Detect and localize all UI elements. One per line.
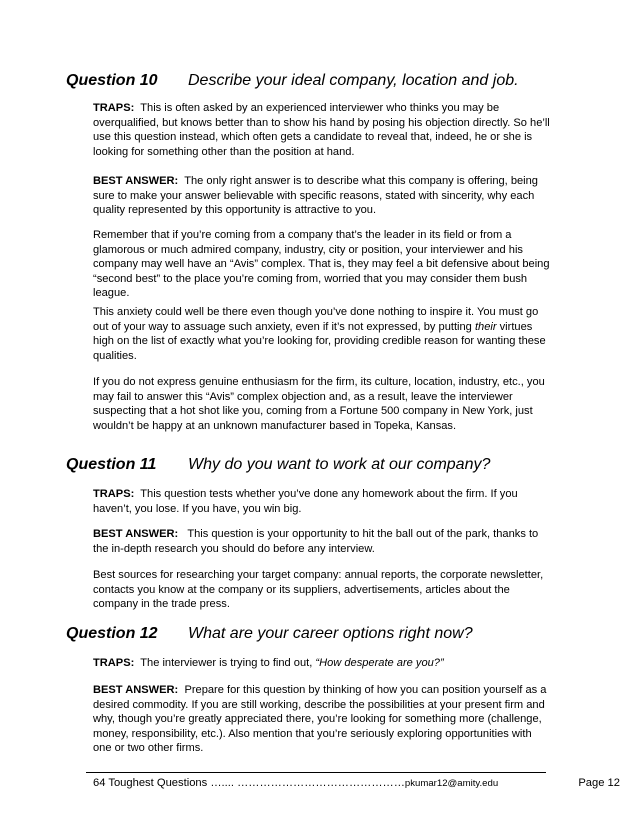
body-paragraph: Remember that if you’re coming from a company that’s the leader in its field or from a glamorous or much admired company, industry, city or position, your interviewer and his company may well have an “Avis” complex. That is, they may feel a bit defensive about being “second best” to the place you’re coming from, worried that you may consider them bush league.	[93, 229, 550, 299]
best-answer-label: BEST ANSWER:	[93, 175, 179, 187]
traps-paragraph: TRAPS: The interviewer is trying to find out, “How desperate are you?”	[93, 657, 444, 669]
footer-email: pkumar12@amity.edu	[404, 778, 499, 789]
question-number: Question 10	[66, 72, 158, 89]
traps-text: This question tests whether you’ve done any homework about the firm. If you haven’t, you lose. If you have, you win big.	[93, 488, 518, 515]
footer-divider	[86, 772, 546, 773]
best-answer-label: BEST ANSWER:	[93, 528, 179, 540]
best-answer-text: This question is your opportunity to hit the ball out of the park, thanks to the in-depth research you should do before any interview.	[93, 528, 539, 555]
question-10-heading	[66, 72, 519, 90]
traps-label: TRAPS:	[93, 488, 135, 500]
traps-label: TRAPS:	[93, 657, 135, 669]
best-answer-paragraph	[93, 174, 551, 218]
traps-paragraph	[93, 101, 551, 159]
question-title: Why do you want to work at our company?	[188, 456, 491, 473]
body-paragraph: This anxiety could well be there even though you’ve done nothing to inspire it. You must go out of your way to assuage such anxiety, even if it’s not expressed, by putting their virtues high on the list of exactly what you’re looking for, providing credible reason for wanting these qualities.	[93, 306, 546, 362]
question-title: What are your career options right now?	[188, 625, 473, 642]
traps-text: This is often asked by an experienced interviewer who thinks you may be overqualified, but knows better than to show his hand by posing his objection directly. So he’ll use this question instead, which often gets a candidate to reveal that, indeed, he or she is looking for something other than the position at hand.	[93, 102, 550, 158]
traps-paragraph	[93, 487, 551, 516]
best-answer-paragraph	[93, 683, 551, 756]
question-title: Describe your ideal company, location and job.	[188, 72, 519, 89]
question-12-heading	[66, 625, 473, 643]
page-number: Page 12	[578, 777, 620, 789]
best-answer-text: Prepare for this question by thinking of how you can position yourself as a desired commodity. If you are still working, describe the possibilities at your present firm and why, though you’re greatly appreciated there, you’re looking for something more (challenge, money, responsibility, etc.). Also mention that you’re seriously exploring opportunities with one or two other firms.	[93, 684, 547, 754]
body-paragraph: If you do not express genuine enthusiasm for the firm, its culture, location, industry, etc., you may fail to answer this “Avis” complex objection and, as a result, leave the interviewer suspecting that a hot shot like you, coming from a Fortune 500 company in New York, just wouldn’t be happy at an unknown manufacturer based in Topeka, Kansas.	[93, 376, 545, 432]
question-11-heading	[66, 456, 490, 474]
best-answer-text: The only right answer is to describe what this company is offering, being sure to make your answer believable with specific reasons, stated with sincerity, why each quality represented by this opportunity is attractive to you.	[93, 175, 538, 216]
traps-label: TRAPS:	[93, 102, 135, 114]
best-answer-label: BEST ANSWER:	[93, 684, 179, 696]
best-answer-paragraph	[93, 527, 551, 556]
question-number: Question 11	[66, 456, 157, 473]
traps-quote: “How desperate are you?”	[315, 657, 444, 669]
footer-title: 64 Toughest Questions ….... ………………………………………pkumar12@amity.edu	[93, 777, 499, 789]
question-number: Question 12	[66, 625, 158, 642]
body-paragraph: Best sources for researching your target company: annual reports, the corporate newsletter, contacts you know at the company or its suppliers, advertisements, articles about the company in the trade press.	[93, 569, 544, 610]
